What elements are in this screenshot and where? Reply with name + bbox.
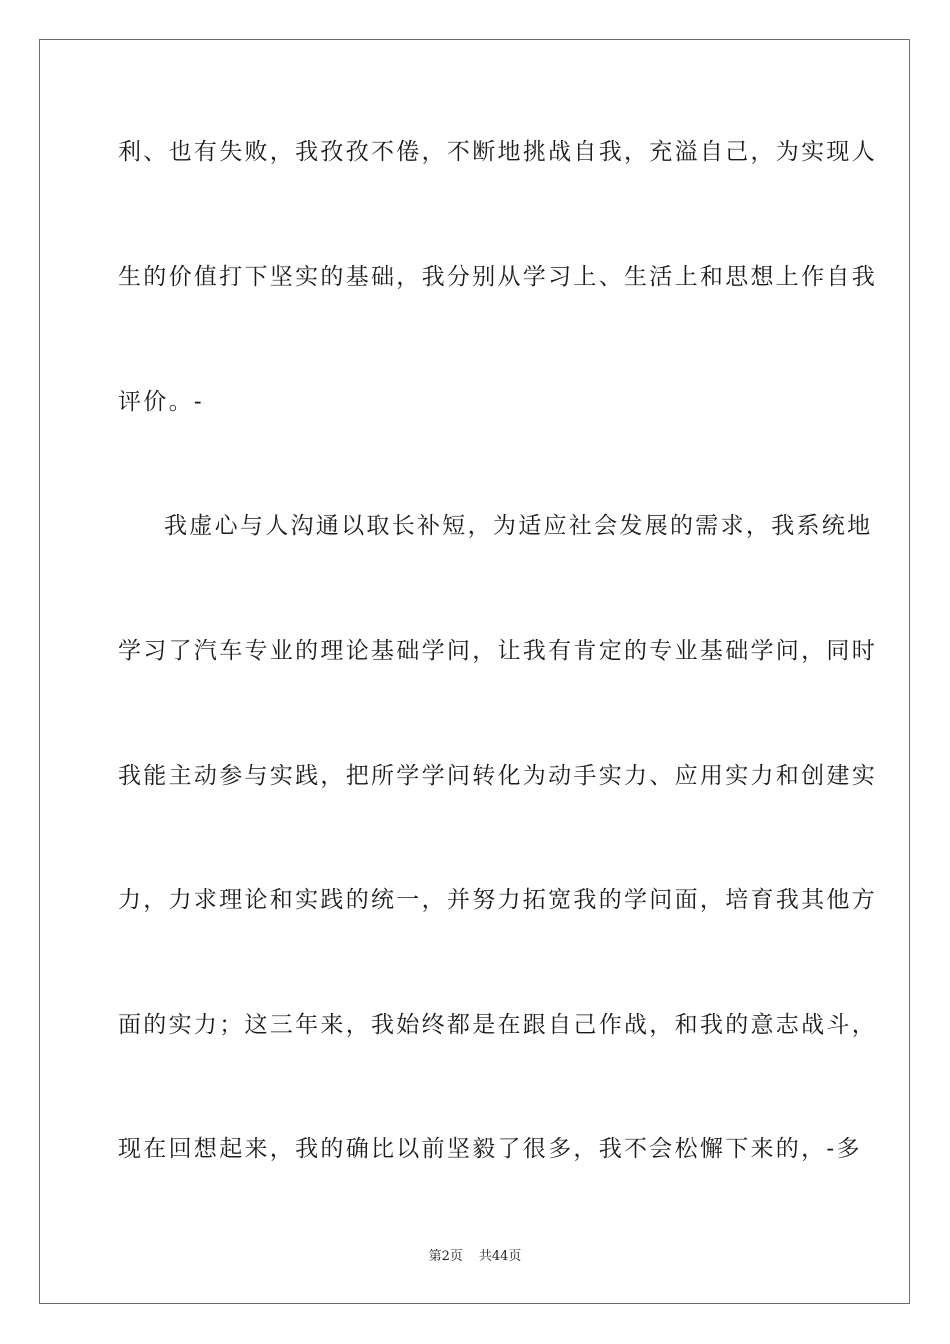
body-text-line: 学习了汽车专业的理论基础学问，让我有肯定的专业基础学问，同时 [118,638,877,664]
page-border [39,39,910,1304]
page-total: 共44页 [478,1249,522,1264]
body-text-line: 我能主动参与实践，把所学学问转化为动手实力、应用实力和创建实 [118,763,877,789]
body-text-line: 评价。- [118,389,204,415]
page-number: 第2页 [428,1249,463,1264]
body-text-line: 力，力求理论和实践的统一，并努力拓宽我的学问面，培育我其他方 [118,887,877,913]
body-text-line: 利、也有失败，我孜孜不倦，不断地挑战自我，充溢自己，为实现人 [118,139,877,165]
body-text-line: 面的实力；这三年来，我始终都是在跟自己作战，和我的意志战斗， [118,1012,877,1038]
body-text-line: 现在回想起来，我的确比以前坚毅了很多，我不会松懈下来的，-多 [118,1136,862,1162]
body-text-line: 生的价值打下坚实的基础，我分别从学习上、生活上和思想上作自我 [118,264,877,290]
body-text-line: 我虚心与人沟通以取长补短，为适应社会发展的需求，我系统地 [164,513,873,539]
page-footer [0,1248,950,1266]
